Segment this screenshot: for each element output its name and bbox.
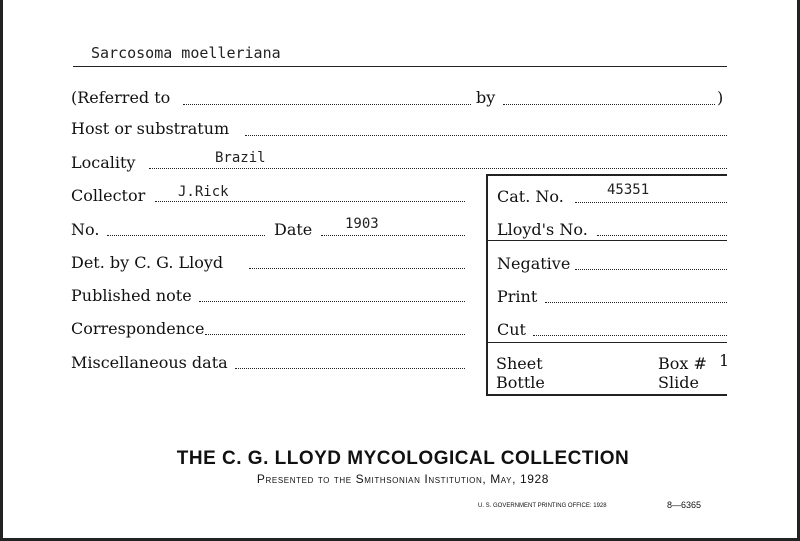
date-value: 1903 — [345, 216, 379, 232]
collector-field — [155, 201, 465, 202]
lloyds-no-label: Lloyd's No. — [497, 220, 588, 239]
box-number-value: 1 — [719, 351, 730, 370]
published-note-label: Published note — [71, 286, 192, 305]
collector-value: J.Rick — [178, 184, 229, 200]
box-divider-2 — [487, 342, 727, 343]
by-label: by — [476, 88, 496, 107]
species-underline — [73, 66, 727, 67]
correspondence-field — [205, 334, 465, 335]
print-field — [545, 302, 727, 303]
cut-label: Cut — [497, 320, 526, 339]
printing-office-note: U. S. GOVERNMENT PRINTING OFFICE: 1928 — [478, 503, 607, 509]
box-label: Box # — [658, 354, 707, 373]
referred-to-field — [183, 104, 471, 105]
sheet-label: Sheet — [496, 354, 543, 373]
det-by-field — [249, 268, 465, 269]
bottle-label: Bottle — [496, 373, 545, 392]
close-paren: ) — [717, 88, 724, 107]
locality-label: Locality — [71, 153, 136, 172]
no-label: No. — [71, 220, 100, 239]
box-divider-1 — [487, 240, 727, 241]
misc-label: Miscellaneous data — [71, 353, 228, 372]
locality-value: Brazil — [215, 150, 266, 166]
lloyds-no-field — [597, 235, 727, 236]
negative-field — [575, 269, 727, 270]
cat-no-field — [575, 202, 727, 203]
misc-field — [235, 368, 465, 369]
published-note-field — [199, 301, 465, 302]
form-code: 8—6365 — [667, 500, 702, 510]
cut-field — [533, 335, 727, 336]
correspondence-label: Correspondence — [71, 319, 205, 338]
det-by-label: Det. by C. G. Lloyd — [71, 253, 224, 272]
species-name: Sarcosoma moelleriana — [91, 44, 281, 62]
print-label: Print — [497, 287, 538, 306]
host-label: Host or substratum — [71, 119, 230, 138]
collector-label: Collector — [71, 186, 146, 205]
date-field — [321, 235, 465, 236]
collection-title: THE C. G. LLOYD MYCOLOGICAL COLLECTION — [176, 448, 630, 469]
negative-label: Negative — [497, 254, 571, 273]
no-field — [107, 235, 265, 236]
referred-to-label: (Referred to — [71, 88, 171, 107]
cat-no-value: 45351 — [607, 182, 650, 198]
cat-no-label: Cat. No. — [497, 187, 564, 206]
locality-field — [149, 168, 727, 169]
referred-by-field — [503, 104, 715, 105]
collection-subtitle: Presented to the Smithsonian Institution, May, 1928 — [256, 472, 550, 486]
slide-label: Slide — [658, 373, 699, 392]
date-label: Date — [274, 220, 313, 239]
host-field — [245, 135, 727, 136]
